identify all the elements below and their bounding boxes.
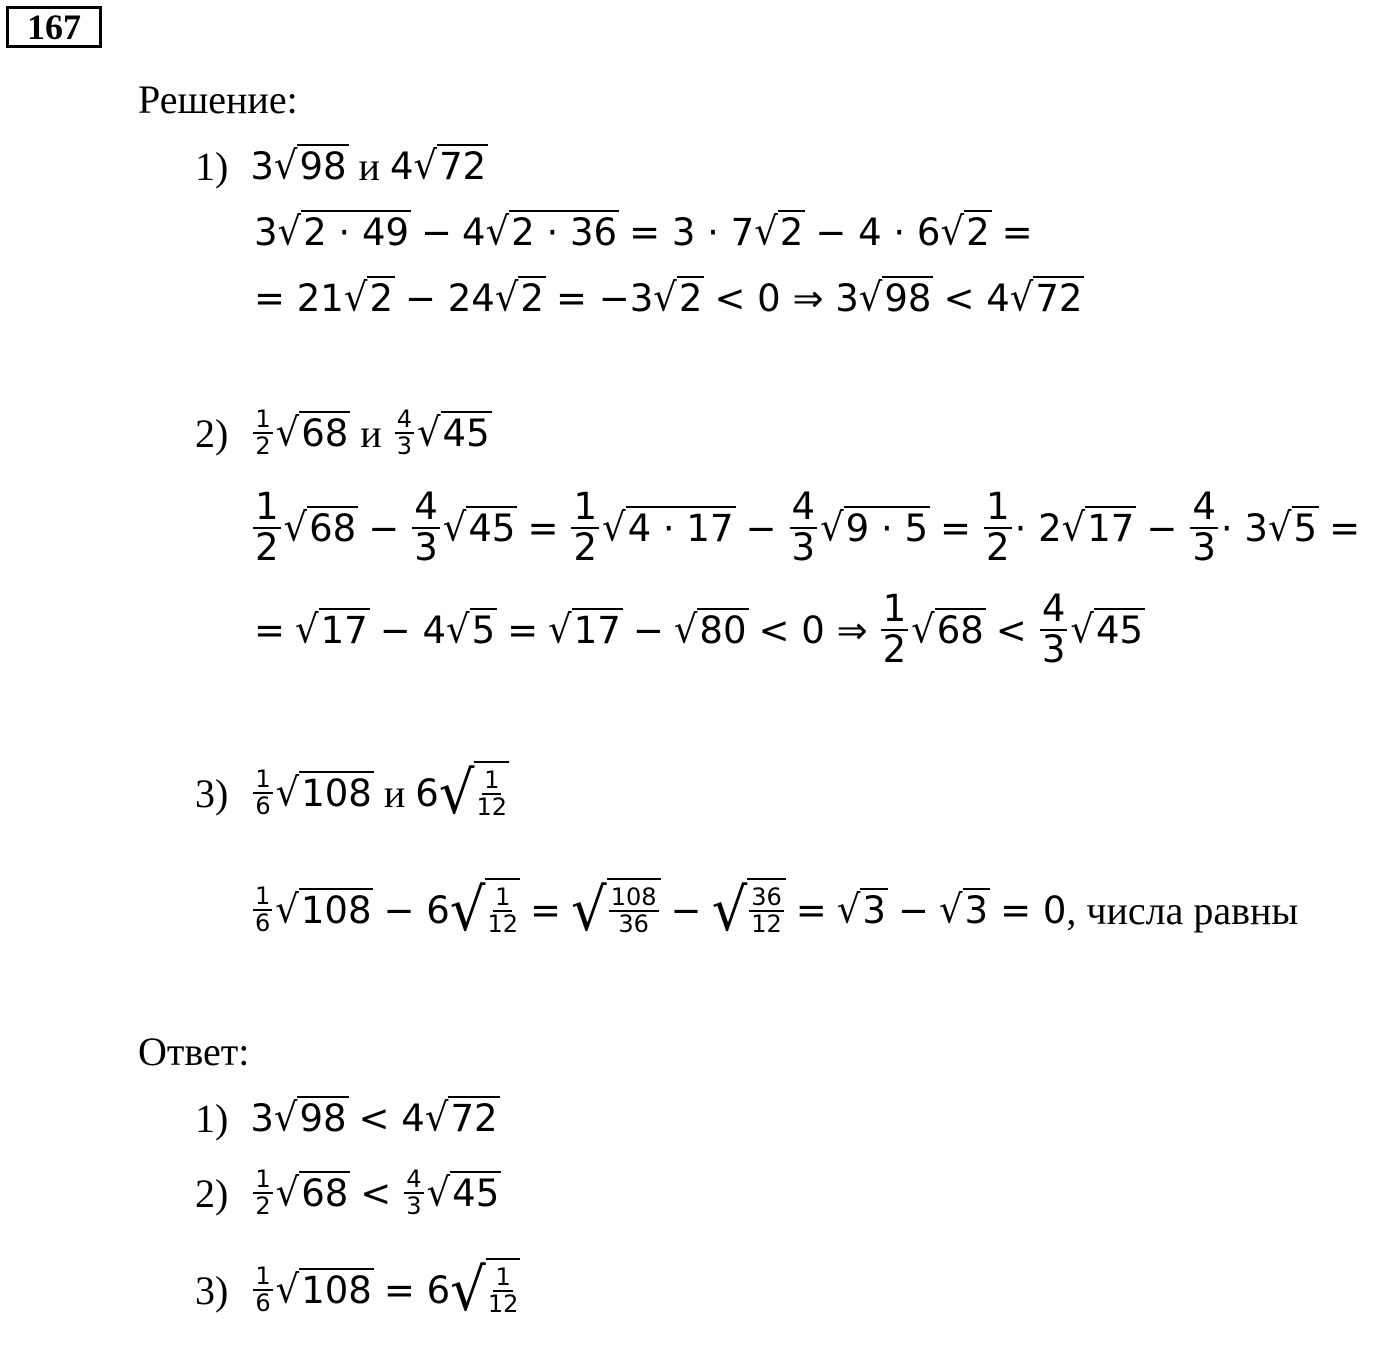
sqrt-expr: √ 98 (858, 274, 932, 320)
fraction: $\frac{1}{6}$ (255, 1261, 271, 1317)
sqrt-expr: √ 98 (273, 1094, 347, 1140)
part3-statement (195, 748, 509, 838)
part2-statement (195, 398, 492, 468)
operator: < (360, 1171, 392, 1215)
fraction: $\frac{4}{3}$ (1192, 485, 1216, 569)
sqrt-expr: √ 80 (673, 606, 747, 652)
operator: − (897, 888, 929, 932)
operator: = (527, 506, 559, 550)
radicand: 45 (452, 1171, 500, 1215)
sqrt-expr: √ 17 (1061, 504, 1135, 550)
sqrt-expr: √ 45 (416, 409, 490, 455)
conclusion-text: , числа равны (1066, 887, 1299, 933)
sqrt-expr: √ 2 (754, 208, 804, 254)
radicand: 108 (300, 888, 372, 932)
fraction: $\frac{4}{3}$ (1041, 587, 1066, 671)
radicand: 2 (779, 210, 804, 254)
expression: < 0 ⇒ 3 (714, 276, 859, 320)
operator: = (1329, 506, 1361, 550)
expression: < 4 (943, 276, 1010, 320)
expression: = −3 (555, 276, 654, 320)
radicand: 45 (442, 411, 490, 455)
sqrt-expr: √ 17 (295, 606, 368, 652)
item-number: 2) (195, 1170, 229, 1216)
sqrt-expr: √ 98 (273, 142, 347, 188)
radicand: 2 (520, 276, 544, 320)
sqrt-fraction: √ $\frac{1}{12}$ (438, 758, 507, 828)
operator: − (632, 608, 664, 652)
radicand: 68 (936, 608, 984, 652)
operator: = (530, 888, 562, 932)
part1-step1 (254, 206, 1033, 258)
radicand: 68 (309, 506, 357, 550)
sqrt-fraction: √ $\frac{1}{12}$ (449, 875, 519, 945)
part1-step2 (254, 272, 1084, 324)
operator: − (368, 506, 400, 550)
radicand: 45 (1095, 608, 1144, 652)
fraction: $\frac{4}{3}$ (396, 404, 412, 460)
fraction: $\frac{1}{2}$ (255, 1164, 271, 1220)
conjunction: и (360, 410, 382, 456)
coef: 4 (462, 210, 486, 254)
sqrt-expr: √ 2 · 36 (485, 208, 618, 254)
radicand: 5 (1293, 506, 1318, 550)
radicand: 5 (471, 608, 496, 652)
expression: · 3 (1220, 506, 1268, 550)
sqrt-expr: √ 45 (426, 1169, 500, 1215)
radicand: 108 (301, 1268, 372, 1312)
radicand: 68 (301, 411, 349, 455)
radicand: 2 · 36 (511, 210, 618, 254)
radicand: 17 (573, 608, 621, 652)
coef: 3 (250, 1096, 274, 1140)
sqrt-expr: √ 2 (494, 274, 544, 320)
sqrt-expr: √ 4 · 17 (602, 504, 734, 550)
radicand: 80 (699, 608, 747, 652)
sqrt-expr: √ 68 (275, 1169, 349, 1215)
answer-3 (195, 1244, 520, 1336)
sqrt-expr: √ 68 (283, 504, 357, 550)
sqrt-expr: √ 2 · 49 (277, 208, 410, 254)
problem-number: 167 (6, 6, 102, 48)
coef: 4 (389, 144, 414, 188)
sqrt-expr: √ 108 (275, 1266, 372, 1312)
operator: < (995, 608, 1027, 652)
radicand: 3 (964, 888, 989, 932)
answer-1 (195, 1092, 500, 1144)
radicand: 98 (299, 144, 347, 188)
radicand: 4 · 17 (627, 506, 734, 550)
expression: < 4 (358, 1096, 425, 1140)
operator: − (670, 888, 702, 932)
fraction: $\frac{1}{2}$ (573, 485, 598, 569)
sqrt-expr: √ 45 (442, 504, 516, 550)
operator: − (421, 210, 453, 254)
sqrt-expr: √ 68 (275, 409, 349, 455)
part2-step1 (250, 478, 1360, 578)
expression: · 2 (1014, 506, 1062, 550)
fraction: $\frac{1}{2}$ (255, 485, 279, 569)
operator: − (745, 506, 777, 550)
expression: − 4 (379, 608, 446, 652)
conjunction: и (358, 143, 380, 189)
radicand: 17 (320, 608, 368, 652)
radicand: 98 (884, 276, 932, 320)
sqrt-expr: √ 72 (413, 142, 487, 188)
radicand: 2 (369, 276, 393, 320)
fraction: $\frac{4}{3}$ (791, 485, 816, 569)
sqrt-expr: √ 3 (836, 886, 886, 932)
expression: = 3 · 7 (629, 210, 755, 254)
expression: − 4 · 6 (815, 210, 941, 254)
sqrt-expr: √ 9 · 5 (820, 504, 929, 550)
part2-step2 (254, 580, 1145, 680)
item-number: 3) (195, 1267, 229, 1313)
radicand: 17 (1087, 506, 1135, 550)
sqrt-expr: √ 72 (424, 1094, 498, 1140)
radicand: 3 (862, 888, 886, 932)
expression: − 24 (404, 276, 495, 320)
radicand: 2 (966, 210, 990, 254)
radicand: 2 (678, 276, 703, 320)
operator: = (507, 608, 539, 652)
operator: = (254, 608, 286, 652)
sqrt-expr: √ 72 (1009, 274, 1083, 320)
part3-step1 (250, 862, 1298, 958)
item-number: 1) (195, 1095, 229, 1141)
coef: 3 (254, 210, 278, 254)
sqrt-expr: √ 68 (911, 606, 984, 652)
sqrt-fraction: √ $\frac{108}{36}$ (571, 878, 661, 943)
sqrt-expr: √ 2 (343, 274, 393, 320)
sqrt-expr: √ 3 (938, 886, 989, 932)
expression: − 6 (383, 888, 450, 932)
expression: = 21 (254, 276, 344, 320)
expression: = 0 (1000, 888, 1067, 932)
sqrt-fraction: √ $\frac{36}{12}$ (712, 878, 786, 943)
sqrt-expr: √ 2 (940, 208, 990, 254)
answer-label: Ответ: (138, 1029, 250, 1074)
expression: < 0 ⇒ (758, 608, 868, 652)
fraction: $\frac{1}{2}$ (882, 587, 907, 671)
fraction: $\frac{1}{6}$ (255, 764, 271, 820)
operator: = (940, 506, 972, 550)
radicand: 98 (299, 1096, 347, 1140)
radicand: 72 (450, 1096, 498, 1140)
radicand: 45 (468, 506, 516, 550)
item-number: 2) (195, 410, 229, 456)
coef: 3 (250, 144, 274, 188)
solution-label: Решение: (138, 77, 298, 122)
item-number: 3) (195, 770, 229, 816)
radicand: 9 · 5 (845, 506, 929, 550)
part1-statement (195, 140, 488, 192)
item-number: 1) (195, 143, 229, 189)
answer-2 (195, 1158, 501, 1228)
radicand: 72 (1035, 276, 1083, 320)
radicand: 68 (301, 1171, 349, 1215)
fraction: $\frac{4}{3}$ (414, 485, 438, 569)
fraction: $\frac{1}{6}$ (255, 881, 271, 937)
sqrt-expr: √ 45 (1070, 606, 1144, 652)
fraction: $\frac{4}{3}$ (406, 1164, 422, 1220)
sqrt-expr: √ 5 (1267, 504, 1318, 550)
sqrt-expr: √ 17 (548, 606, 621, 652)
sqrt-fraction: √ $\frac{1}{12}$ (450, 1255, 519, 1325)
radicand: 72 (439, 144, 487, 188)
radicand: 108 (301, 771, 372, 815)
sqrt-expr: √ 5 (446, 606, 496, 652)
sqrt-expr: √ 108 (275, 769, 372, 815)
fraction: $\frac{1}{2}$ (986, 485, 1010, 569)
fraction: $\frac{1}{2}$ (255, 404, 271, 460)
sqrt-expr: √ 2 (653, 274, 703, 320)
expression: = 6 (383, 1268, 451, 1312)
operator: − (1146, 506, 1178, 550)
coef: 6 (415, 771, 439, 815)
sqrt-expr: √ 108 (275, 886, 372, 932)
operator: = (795, 888, 827, 932)
radicand: 2 · 49 (303, 210, 410, 254)
conjunction: и (383, 770, 406, 816)
operator: = (1001, 210, 1033, 254)
